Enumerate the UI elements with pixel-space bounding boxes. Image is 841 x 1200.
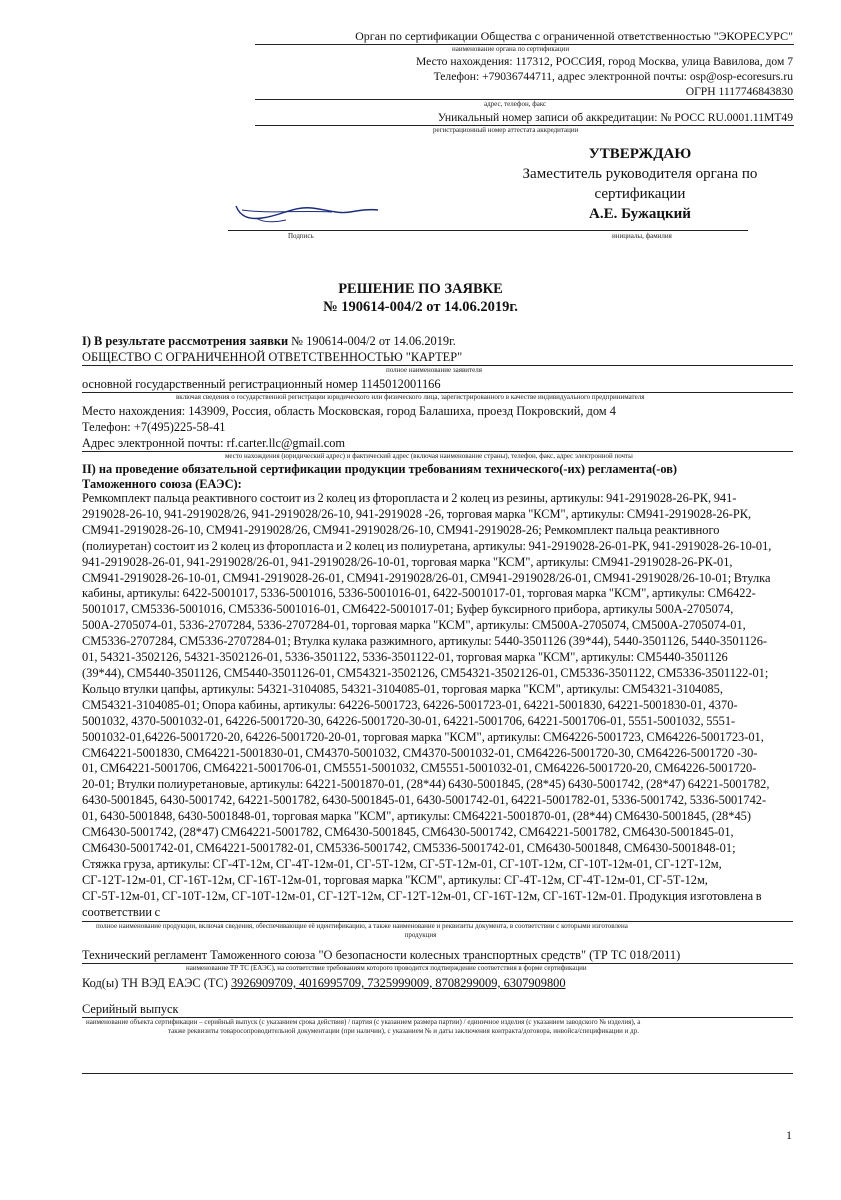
applicant-ogrn: основной государственный регистрационный номер 1145012001166	[82, 377, 441, 391]
applicant-address: Место нахождения: 143909, Россия, область Московская, город Балашиха, проезд Покровский, дом 4	[82, 404, 616, 418]
organ-contacts: Телефон: +79036744711, адрес электронной почты: osp@osp-ecoresurs.ru	[433, 70, 793, 83]
signature-underline	[228, 230, 748, 231]
ogrn-caption: включая сведения о государственной регистрации юридического или физического лица, зарегистрированного в качестве индивидуального предпринимателя	[176, 393, 645, 401]
section1-intro-bold: I) В результате рассмотрения заявки	[82, 334, 289, 348]
applicant-address-caption: место нахождения (юридический адрес) и фактический адрес (включая наименование страны), телефон, факс, адрес электронной почты	[225, 452, 633, 460]
approval-position-line2: сертификации	[594, 186, 686, 202]
section2-heading-line1: II) на проведение обязательной сертификации продукции требованиям технического(-их) регламента(-ов)	[82, 462, 678, 476]
section1-intro-rest: № 190614-004/2 от 14.06.2019г.	[288, 334, 456, 348]
decision-title: РЕШЕНИЕ ПО ЗАЯВКЕ	[338, 281, 503, 297]
serial-caption-line2: также реквизиты товаросопроводительной документации (при наличии), с указанием № и даты заключения контракта/договора, инвойса/спецификации и др.	[168, 1027, 639, 1035]
signature	[228, 196, 388, 232]
name-caption: инициалы, фамилия	[612, 232, 672, 240]
regulation-caption: наименование ТР ТС (ЕАЭС), на соответствие требованиям которого проводится подтверждение соответствия в форме сертификации	[186, 964, 587, 972]
applicant-caption: полное наименование заявителя	[386, 366, 482, 374]
approval-title: УТВЕРЖДАЮ	[588, 146, 692, 162]
products-description: Ремкомплект пальца реактивного состоит из 2 колец из фторопласта и 2 колец из резины, артикулы: 941-2919028-26-РК, 941-2919028-26-10, 941-2919028/26, 941-2919028/26-10, 941-2919028 -26, торговая марка "КСМ", артикулы: СМ941-2919028-26-РК, СМ941-2919028-26-10, СМ941-2919028/26, СМ941-2919028/26-10, СМ941-2919028-26; Ремкомплект пальца реактивного (полиуретан) состоит из 2 колец из фторопласта и 2 колец из полиуретана, артикулы: 941-2919028-26-01-РК, 941-2919028-26-10-01, 941-2919028-26-01, 941-2919028/26-01, 941-2919028/26-10-01, торговая марка "КСМ", артикулы: СМ941-2919028-26-РК-01, СМ941-2919028-26-10-01, СМ941-2919028-26-01, СМ941-2919028/26-01, СМ941-2919028/26-01, СМ941-2919028/26-10-01; Втулка кабины, артикулы: 6422-5001017, 5336-5001016, 5336-5001016-01, 6422-5001017-01, торговая марка "КСМ", артикулы: СМ6422-5001017, СМ5336-5001016, СМ5336-5001016-01, СМ6422-5001017-01; Буфер буксирного прибора, артикулы 500А-2705074, 500А-2705074-01, 5336-2707284, 5336-2707284-01, торговая марка "КСМ", артикулы: СМ500А-2705074, СМ500А-2705074-01, СМ5336-2707284, СМ5336-2707284-01; Втулка кулака разжимного, артикулы: 5440-3501126 (39*44), 5440-3501126, 5440-3501126-01, 54321-3502126, 54321-3502126-01, 5336-3501122, 5336-3501122-01, торговая марка "КСМ", артикулы: СМ5440-3501126 (39*44), СМ5440-3501126, СМ5440-3501126-01, СМ54321-3502126, СМ54321-3502126-01, СМ5336-3501122, СМ5336-3501122-01; Кольцо втулки цапфы, артикулы: 54321-3104085, 54321-3104085-01, торговая марка "КСМ", артикулы: СМ54321-3104085, СМ54321-3104085-01; Опора кабины, артикулы: 64226-5001723, 64226-5001723-01, 64221-5001830, 64221-5001830-01, 4370-5001032, 4370-5001032-01, 64226-5001720-30, 64226-5001720-30-01, 64221-5001706, 64221-5001706-01, 5551-5001032, 5551-5001032-01,64226-5001720-20, 64226-5001720-20-01, торговая марка "КСМ", артикулы: СМ64226-5001723, СМ64226-5001723-01, СМ64221-5001830, СМ64221-5001830-01, СМ4370-5001032, СМ4370-5001032-01, СМ64226-5001720-30, СМ64226-5001720 -30-01, СМ64221-5001706, СМ64221-5001706-01, СМ5551-5001032, СМ5551-5001032-01, СМ64226-5001720-20, СМ64226-5001720-20-01; Втулки полиуретановые, артикулы: 64221-5001870-01, (28*44) 6430-5001845, (28*45) 6430-5001742, (28*47) 64221-5001782, 6430-5001845, 6430-5001742, 64221-5001782, 6430-5001845-01, 6430-5001742-01, 64221-5001782-01, 5336-5001742, 5336-5001742-01, 6430-5001848, 6430-5001848-01, торговая марка "КСМ", артикулы: СМ64221-5001870-01, (28*44) СМ6430-5001845, (28*45) СМ6430-5001742, (28*47) СМ64221-5001782, СМ6430-5001845, СМ6430-5001742, СМ64221-5001782, СМ6430-5001845-01, СМ6430-5001742-01, СМ64221-5001782-01, СМ5336-5001742, СМ5336-5001742-01, СМ6430-5001848, СМ6430-5001848-01; Стяжка груза, артикулы: СГ-4Т-12м, СГ-4Т-12м-01, СГ-5Т-12м, СГ-5Т-12м-01, СГ-10Т-12м, СГ-10Т-12м-01, СГ-12Т-12м, СГ-12Т-12м-01, СГ-16Т-12м, СГ-16Т-12м-01, торговая марка "КСМ", артикулы: СГ-4Т-12м, СГ-4Т-12м-01, СГ-5Т-12м, СГ-5Т-12м-01, СГ-10Т-12м, СГ-10Т-12м-01, СГ-12Т-12м, СГ-12Т-12м-01, СГ-16Т-12м, СГ-16Т-12м-01. Продукция изготовлена в соответствии с	[82, 491, 772, 919]
applicant-phone: Телефон: +7(495)225-58-41	[82, 420, 226, 434]
page-number: 1	[786, 1128, 792, 1142]
section1-intro	[82, 334, 456, 349]
organ-address: Место нахождения: 117312, РОССИЯ, город Москва, улица Вавилова, дом 7	[416, 55, 793, 68]
applicant-email: Адрес электронной почты: rf.carter.llc@gmail.com	[82, 436, 346, 450]
technical-regulation: Технический регламент Таможенного союза "О безопасности колесных транспортных средств" (ТР ТС 018/2011)	[82, 948, 681, 962]
products-caption-line2: продукция	[404, 931, 437, 939]
hs-codes-value: 3926909709, 4016995709, 7325999009, 8708299009, 6307909800	[230, 976, 566, 990]
serial-caption-line1: наименование объекта сертификации – серийный выпуск (с указанием срока действия) / партия (с указанием размера партии) / единичное изделия (с указанием заводского № изделия), а	[86, 1018, 641, 1026]
certification-body-name: Орган по сертификации Общества с ограниченной ответственностью "ЭКОРЕСУРС"	[355, 29, 793, 43]
accreditation-number: Уникальный номер записи об аккредитации: № РОСС RU.0001.11МТ49	[437, 111, 793, 124]
organ-ogrn: ОГРН 1117746843830	[685, 85, 793, 98]
signature-caption: Подпись	[288, 232, 314, 240]
serial-release: Серийный выпуск	[82, 1002, 179, 1016]
approval-name: А.Е. Бужацкий	[589, 206, 691, 222]
decision-number: № 190614-004/2 от 14.06.2019г.	[323, 299, 518, 315]
hs-codes	[82, 976, 566, 991]
organ-caption: наименование органа по сертификации	[452, 45, 570, 53]
bottom-rule	[82, 1073, 793, 1074]
applicant-name: ОБЩЕСТВО С ОГРАНИЧЕННОЙ ОТВЕТСТВЕННОСТЬЮ "КАРТЕР"	[82, 350, 463, 364]
accreditation-caption: регистрационный номер аттестата аккредитации	[433, 126, 579, 134]
address-caption: адрес, телефон, факс	[484, 100, 547, 108]
hs-codes-label: Код(ы) ТН ВЭД ЕАЭС (ТС)	[82, 976, 228, 990]
approval-position-line1: Заместитель руководителя органа по	[522, 166, 758, 182]
products-caption-line1: полное наименование продукции, включая сведения, обеспечивающие её идентификацию, а также наименование и реквизиты документа, в соответствии с которыми изготовлена	[96, 922, 628, 930]
section2-heading-line2: Таможенного союза (ЕАЭС):	[82, 477, 242, 491]
